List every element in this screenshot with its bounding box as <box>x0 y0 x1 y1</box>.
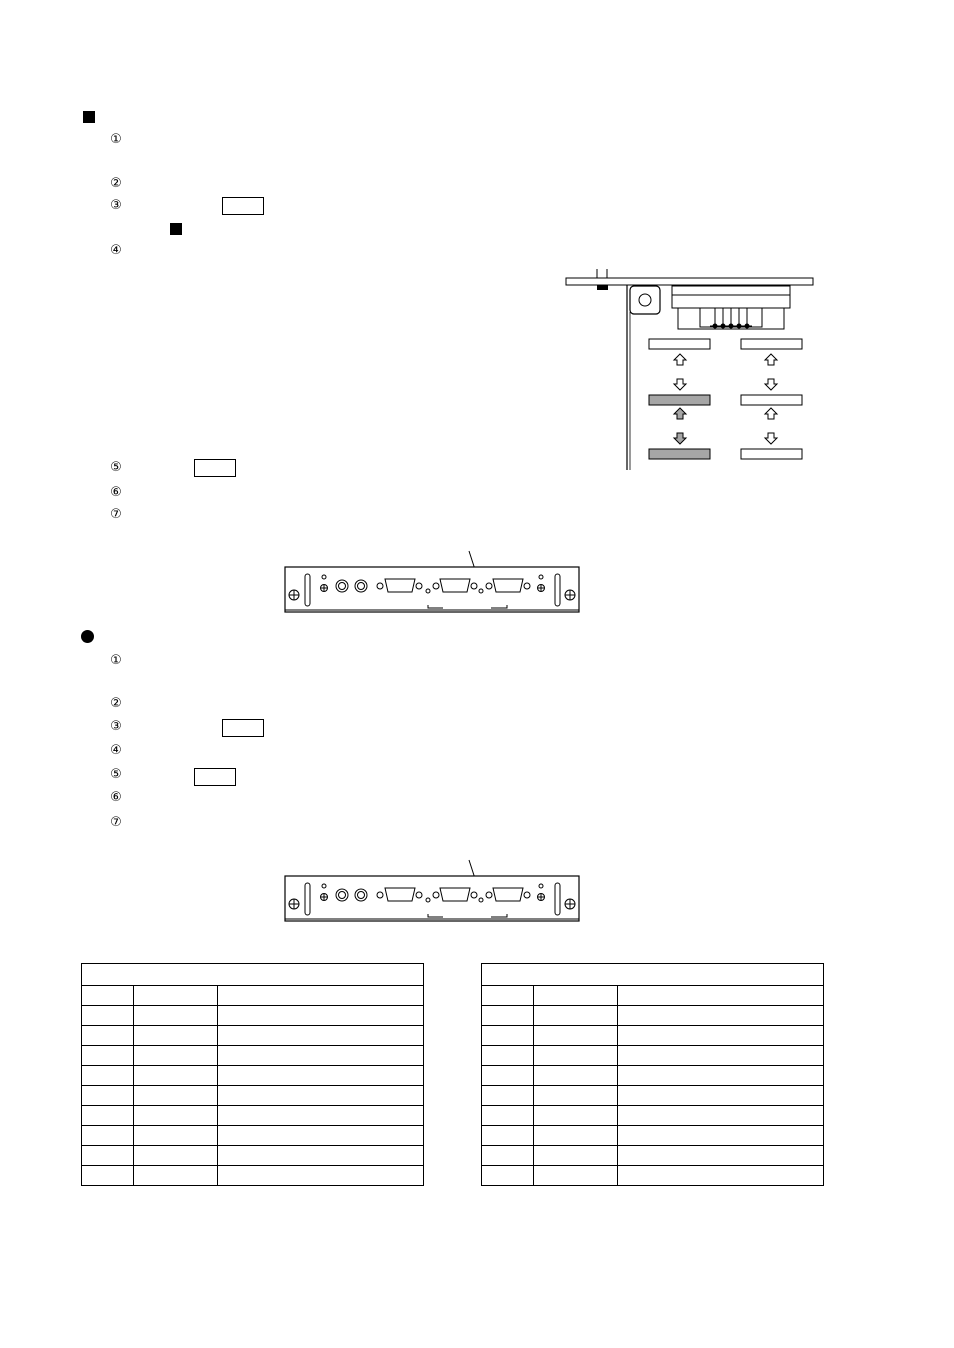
key-box <box>194 459 236 477</box>
table-row <box>482 1006 824 1026</box>
table-row <box>82 1026 424 1046</box>
table-row <box>82 986 424 1006</box>
circle-bullet-icon <box>81 630 94 643</box>
left-spec-table <box>81 963 424 1186</box>
square-bullet-icon <box>83 111 95 123</box>
table-row <box>82 1086 424 1106</box>
table-row <box>82 1046 424 1066</box>
table-row <box>82 1066 424 1086</box>
step-2-1: ① <box>110 653 122 668</box>
key-box <box>222 197 264 215</box>
table-row <box>82 1166 424 1186</box>
table-row <box>482 1126 824 1146</box>
table-header-row <box>482 964 824 986</box>
table-row <box>482 1086 824 1106</box>
step-1-1: ① <box>110 132 122 147</box>
table-row <box>482 986 824 1006</box>
table-row <box>482 1046 824 1066</box>
step-1-2: ② <box>110 176 122 191</box>
step-1-3: ③ <box>110 198 122 213</box>
rear-panel-diagram <box>283 859 581 923</box>
table-row <box>482 1166 824 1186</box>
step-2-5: ⑤ <box>110 767 122 782</box>
step-1-7: ⑦ <box>110 507 122 522</box>
step-2-3: ③ <box>110 719 122 734</box>
table-row <box>482 1146 824 1166</box>
table-row <box>482 1106 824 1126</box>
table-row <box>82 1146 424 1166</box>
square-bullet-icon <box>170 223 182 235</box>
table-row <box>82 1006 424 1026</box>
step-2-2: ② <box>110 696 122 711</box>
step-2-6: ⑥ <box>110 790 122 805</box>
key-box <box>194 768 236 786</box>
table-row <box>82 1126 424 1146</box>
table-row <box>482 1026 824 1046</box>
table-header-row <box>82 964 424 986</box>
step-1-4: ④ <box>110 243 122 258</box>
rear-panel-diagram <box>283 550 581 614</box>
key-box <box>222 719 264 737</box>
table-row <box>482 1066 824 1086</box>
step-1-5: ⑤ <box>110 460 122 475</box>
dip-switch-diagram <box>560 262 820 477</box>
right-spec-table <box>481 963 824 1186</box>
table-row <box>82 1106 424 1126</box>
step-1-6: ⑥ <box>110 485 122 500</box>
step-2-4: ④ <box>110 743 122 758</box>
step-2-7: ⑦ <box>110 815 122 830</box>
